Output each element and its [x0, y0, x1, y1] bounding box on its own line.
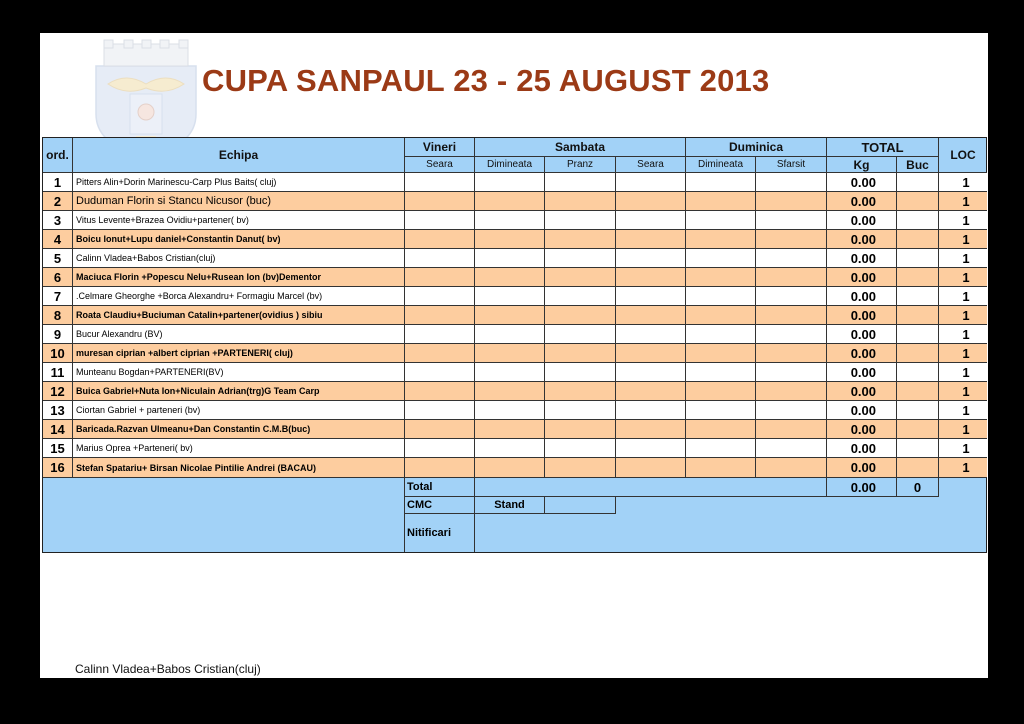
row-cell[interactable]: [405, 401, 475, 420]
row-team: Baricada.Razvan Ulmeanu+Dan Constantin C.M.B(buc): [73, 420, 405, 439]
row-loc: 1: [939, 458, 987, 478]
row-cell[interactable]: [756, 382, 827, 401]
row-buc[interactable]: [897, 211, 939, 230]
footer-left-blank: [43, 478, 405, 552]
row-ord: 13: [43, 401, 73, 420]
row-buc[interactable]: [897, 192, 939, 211]
row-kg: 0.00: [827, 249, 897, 268]
row-cell[interactable]: [405, 325, 475, 344]
row-cell[interactable]: [405, 230, 475, 249]
row-cell[interactable]: [545, 306, 616, 325]
row-cell[interactable]: [686, 439, 756, 458]
total-span: [475, 478, 827, 497]
row-cell[interactable]: [405, 173, 475, 192]
page-title: CUPA SANPAUL 23 - 25 AUGUST 2013: [202, 63, 770, 98]
row-cell[interactable]: [756, 458, 827, 478]
header-loc: LOC: [939, 138, 987, 173]
row-cell[interactable]: [686, 401, 756, 420]
row-buc[interactable]: [897, 173, 939, 192]
row-loc: 1: [939, 173, 987, 192]
row-ord: 8: [43, 306, 73, 325]
row-buc[interactable]: [897, 344, 939, 363]
header-echipa: Echipa: [73, 138, 405, 173]
row-cell[interactable]: [756, 192, 827, 211]
row-loc: 1: [939, 306, 987, 325]
row-cell[interactable]: [545, 173, 616, 192]
row-cell[interactable]: [545, 287, 616, 306]
row-cell[interactable]: [405, 382, 475, 401]
row-kg: 0.00: [827, 382, 897, 401]
row-kg: 0.00: [827, 420, 897, 439]
row-loc: 1: [939, 268, 987, 287]
row-cell[interactable]: [756, 173, 827, 192]
row-ord: 2: [43, 192, 73, 211]
row-cell[interactable]: [545, 344, 616, 363]
row-cell[interactable]: [756, 439, 827, 458]
row-cell[interactable]: [475, 173, 545, 192]
row-cell[interactable]: [405, 439, 475, 458]
row-loc: 1: [939, 401, 987, 420]
row-loc: 1: [939, 249, 987, 268]
row-cell[interactable]: [686, 287, 756, 306]
header-sambata-pranz: Pranz: [545, 157, 616, 173]
header-duminica-dimineata: Dimineata: [686, 157, 756, 173]
row-ord: 16: [43, 458, 73, 478]
row-ord: 14: [43, 420, 73, 439]
row-buc[interactable]: [897, 230, 939, 249]
row-team: Boicu Ionut+Lupu daniel+Constantin Danut( bv): [73, 230, 405, 249]
row-loc: 1: [939, 382, 987, 401]
row-cell[interactable]: [686, 420, 756, 439]
row-ord: 12: [43, 382, 73, 401]
row-cell[interactable]: [616, 249, 686, 268]
row-cell[interactable]: [756, 325, 827, 344]
row-ord: 4: [43, 230, 73, 249]
row-cell[interactable]: [405, 363, 475, 382]
row-cell[interactable]: [756, 287, 827, 306]
row-buc[interactable]: [897, 439, 939, 458]
row-cell[interactable]: [756, 420, 827, 439]
row-team: Pitters Alin+Dorin Marinescu-Carp Plus Baits( cluj): [73, 173, 405, 192]
row-cell[interactable]: [475, 306, 545, 325]
row-cell[interactable]: [475, 192, 545, 211]
row-loc: 1: [939, 325, 987, 344]
notificari-label: Nitificari: [405, 514, 475, 552]
row-cell[interactable]: [616, 325, 686, 344]
row-team: Marius Oprea +Parteneri( bv): [73, 439, 405, 458]
header-total-buc: Buc: [897, 157, 939, 173]
row-loc: 1: [939, 211, 987, 230]
row-cell[interactable]: [756, 230, 827, 249]
row-cell[interactable]: [475, 230, 545, 249]
row-cell[interactable]: [616, 287, 686, 306]
row-loc: 1: [939, 192, 987, 211]
row-team: Stefan Spatariu+ Birsan Nicolae Pintilie Andrei (BACAU): [73, 458, 405, 478]
row-cell[interactable]: [475, 211, 545, 230]
row-ord: 6: [43, 268, 73, 287]
row-loc: 1: [939, 439, 987, 458]
row-cell[interactable]: [545, 268, 616, 287]
row-cell[interactable]: [545, 458, 616, 478]
row-team: Munteanu Bogdan+PARTENERI(BV): [73, 363, 405, 382]
row-buc[interactable]: [897, 287, 939, 306]
row-kg: 0.00: [827, 439, 897, 458]
row-cell[interactable]: [686, 382, 756, 401]
row-cell[interactable]: [545, 420, 616, 439]
row-team: Ciortan Gabriel + parteneri (bv): [73, 401, 405, 420]
row-cell[interactable]: [405, 249, 475, 268]
header-vineri: Vineri: [405, 138, 475, 157]
row-cell[interactable]: [756, 306, 827, 325]
row-kg: 0.00: [827, 211, 897, 230]
row-loc: 1: [939, 287, 987, 306]
row-cell[interactable]: [405, 268, 475, 287]
row-cell[interactable]: [475, 268, 545, 287]
row-cell[interactable]: [475, 325, 545, 344]
row-cell[interactable]: [686, 458, 756, 478]
row-cell[interactable]: [545, 211, 616, 230]
row-cell[interactable]: [545, 382, 616, 401]
row-cell[interactable]: [475, 287, 545, 306]
row-ord: 1: [43, 173, 73, 192]
row-kg: 0.00: [827, 230, 897, 249]
row-cell[interactable]: [405, 344, 475, 363]
row-cell[interactable]: [686, 230, 756, 249]
row-cell[interactable]: [616, 173, 686, 192]
row-cell[interactable]: [686, 249, 756, 268]
row-cell[interactable]: [686, 344, 756, 363]
row-cell[interactable]: [686, 173, 756, 192]
row-buc[interactable]: [897, 420, 939, 439]
row-cell[interactable]: [616, 439, 686, 458]
row-cell[interactable]: [545, 401, 616, 420]
row-cell[interactable]: [475, 401, 545, 420]
results-table: [42, 137, 987, 553]
row-team: Roata Claudiu+Buciuman Catalin+partener(ovidius ) sibiu: [73, 306, 405, 325]
row-kg: 0.00: [827, 363, 897, 382]
total-kg: 0.00: [827, 478, 897, 497]
row-buc[interactable]: [897, 249, 939, 268]
row-cell[interactable]: [405, 211, 475, 230]
row-cell[interactable]: [405, 420, 475, 439]
row-cell[interactable]: [475, 439, 545, 458]
header-ord: ord.: [43, 138, 73, 173]
row-buc[interactable]: [897, 401, 939, 420]
row-ord: 10: [43, 344, 73, 363]
row-cell[interactable]: [545, 439, 616, 458]
row-loc: 1: [939, 344, 987, 363]
row-team: .Celmare Gheorghe +Borca Alexandru+ Formagiu Marcel (bv): [73, 287, 405, 306]
total-buc: 0: [897, 478, 939, 497]
row-buc[interactable]: [897, 363, 939, 382]
row-cell[interactable]: [756, 249, 827, 268]
stand-label: Stand: [475, 497, 545, 514]
total-label: Total: [405, 478, 475, 497]
row-kg: 0.00: [827, 306, 897, 325]
row-cell[interactable]: [475, 458, 545, 478]
cmc-label: CMC: [405, 497, 475, 514]
row-cell[interactable]: [405, 458, 475, 478]
row-cell[interactable]: [475, 382, 545, 401]
row-cell[interactable]: [616, 344, 686, 363]
row-cell[interactable]: [475, 363, 545, 382]
row-cell[interactable]: [686, 268, 756, 287]
row-team: muresan ciprian +albert ciprian +PARTENERI( cluj): [73, 344, 405, 363]
row-cell[interactable]: [616, 306, 686, 325]
row-kg: 0.00: [827, 458, 897, 478]
spreadsheet-page: [40, 33, 988, 678]
row-ord: 3: [43, 211, 73, 230]
row-cell[interactable]: [545, 325, 616, 344]
row-cell[interactable]: [475, 344, 545, 363]
row-team: Calinn Vladea+Babos Cristian(cluj): [73, 249, 405, 268]
row-ord: 15: [43, 439, 73, 458]
row-cell[interactable]: [405, 306, 475, 325]
row-loc: 1: [939, 363, 987, 382]
row-cell[interactable]: [616, 420, 686, 439]
row-cell[interactable]: [475, 249, 545, 268]
row-loc: 1: [939, 420, 987, 439]
row-buc[interactable]: [897, 306, 939, 325]
row-cell[interactable]: [545, 230, 616, 249]
row-kg: 0.00: [827, 268, 897, 287]
row-cell[interactable]: [686, 363, 756, 382]
row-cell[interactable]: [545, 249, 616, 268]
row-buc[interactable]: [897, 382, 939, 401]
row-cell[interactable]: [616, 230, 686, 249]
row-cell[interactable]: [616, 192, 686, 211]
header-sambata: Sambata: [475, 138, 686, 157]
row-team: Maciuca Florin +Popescu Nelu+Rusean Ion (bv)Dementor: [73, 268, 405, 287]
row-cell[interactable]: [616, 382, 686, 401]
row-cell[interactable]: [756, 401, 827, 420]
row-kg: 0.00: [827, 287, 897, 306]
row-cell[interactable]: [545, 192, 616, 211]
row-team: Vitus Levente+Brazea Ovidiu+partener( bv): [73, 211, 405, 230]
row-cell[interactable]: [475, 420, 545, 439]
row-buc[interactable]: [897, 268, 939, 287]
header-duminica-sfarsit: Sfarsit: [756, 157, 827, 173]
row-cell[interactable]: [686, 211, 756, 230]
row-cell[interactable]: [756, 211, 827, 230]
row-ord: 5: [43, 249, 73, 268]
row-cell[interactable]: [405, 192, 475, 211]
header-total-kg: Kg: [827, 157, 897, 173]
header-sambata-dimineata: Dimineata: [475, 157, 545, 173]
row-loc: 1: [939, 230, 987, 249]
row-cell[interactable]: [616, 458, 686, 478]
row-kg: 0.00: [827, 401, 897, 420]
row-cell[interactable]: [686, 192, 756, 211]
row-ord: 7: [43, 287, 73, 306]
row-cell[interactable]: [616, 268, 686, 287]
row-ord: 11: [43, 363, 73, 382]
row-team: Duduman Florin si Stancu Nicusor (buc): [73, 192, 405, 211]
row-cell[interactable]: [756, 268, 827, 287]
row-cell[interactable]: [756, 344, 827, 363]
header-vineri-seara: Seara: [405, 157, 475, 173]
row-cell[interactable]: [756, 363, 827, 382]
header-total: TOTAL: [827, 138, 939, 157]
row-kg: 0.00: [827, 325, 897, 344]
notificari-area[interactable]: [475, 514, 987, 552]
header-sambata-seara: Seara: [616, 157, 686, 173]
bottom-note: Calinn Vladea+Babos Cristian(cluj): [75, 662, 261, 676]
row-buc[interactable]: [897, 458, 939, 478]
row-team: Buica Gabriel+Nuta Ion+Niculain Adrian(trg)G Team Carp: [73, 382, 405, 401]
row-cell[interactable]: [686, 306, 756, 325]
row-buc[interactable]: [897, 325, 939, 344]
row-cell[interactable]: [545, 363, 616, 382]
row-cell[interactable]: [616, 401, 686, 420]
row-cell[interactable]: [616, 211, 686, 230]
row-cell[interactable]: [405, 287, 475, 306]
stand-value-cell[interactable]: [545, 497, 616, 514]
row-team: Bucur Alexandru (BV): [73, 325, 405, 344]
row-cell[interactable]: [616, 363, 686, 382]
row-ord: 9: [43, 325, 73, 344]
row-cell[interactable]: [686, 325, 756, 344]
row-kg: 0.00: [827, 173, 897, 192]
header-duminica: Duminica: [686, 138, 827, 157]
row-kg: 0.00: [827, 192, 897, 211]
row-kg: 0.00: [827, 344, 897, 363]
